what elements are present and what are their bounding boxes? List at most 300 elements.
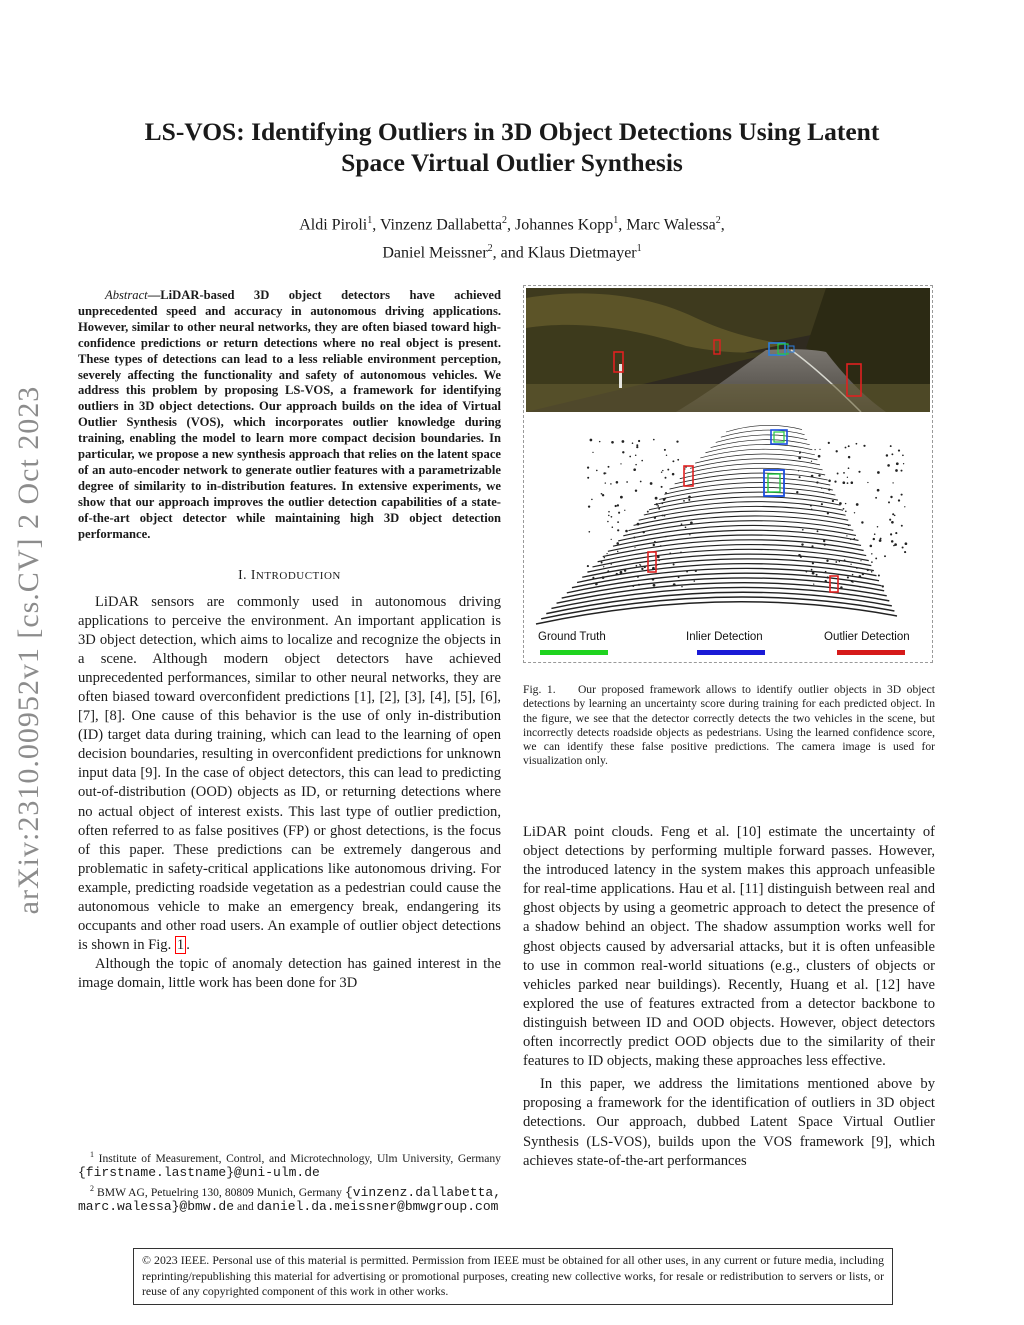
lidar-point [875, 497, 877, 499]
lidar-point [813, 583, 814, 584]
lidar-point [603, 566, 604, 567]
lidar-point [597, 583, 598, 584]
lidar-point [898, 450, 900, 452]
lidar-point [664, 449, 666, 451]
lidar-point [665, 492, 667, 494]
lidar-point [810, 505, 812, 507]
lidar-point [879, 539, 882, 542]
author-name: Aldi Piroli [299, 216, 368, 234]
lidar-point [801, 543, 803, 545]
lidar-point [605, 482, 606, 483]
figure-1 [523, 285, 933, 663]
figure-caption [523, 683, 935, 769]
author-name: Marc Walessa [626, 216, 716, 234]
lidar-point [607, 521, 609, 523]
lidar-point [681, 523, 683, 525]
lidar-point [688, 499, 690, 501]
lidar-point [811, 509, 812, 510]
intro-paragraph-3: In this paper, we address the limitations mentioned above by proposing a framework for the identification of outliers in 3D object detections. Our approach, dubbed Latent Space Virtual Outlier Synthesis (LS-VOS), builds upon the VOS framework [9], which achieves state-of-the-art performances [523, 1076, 935, 1169]
section-number: I. [238, 566, 248, 582]
lidar-point [828, 488, 830, 490]
lidar-point [681, 586, 682, 587]
lidar-point [870, 545, 873, 548]
lidar-point [901, 494, 903, 496]
lidar-point [867, 569, 869, 571]
lidar-point [658, 560, 660, 562]
lidar-point [895, 532, 897, 534]
lidar-point [839, 502, 842, 505]
lidar-point [827, 576, 829, 578]
lidar-point [862, 573, 864, 575]
lidar-point [596, 470, 598, 472]
lidar-point [827, 512, 829, 514]
lidar-point [694, 580, 695, 581]
author-separator: , [618, 216, 627, 234]
author-separator: , [507, 216, 516, 234]
section-title-initial: I [250, 566, 256, 582]
lidar-point [814, 449, 815, 450]
footnote-1-text: Institute of Measurement, Control, and Microtechnology, Ulm University, Germany [98, 1151, 501, 1165]
lidar-point [620, 496, 623, 499]
lidar-point [652, 567, 655, 570]
lidar-point [641, 460, 643, 462]
lidar-point [637, 576, 639, 578]
lidar-point [850, 564, 851, 565]
lidar-point [799, 451, 801, 453]
lidar-scan-ring [700, 449, 815, 458]
lidar-point [845, 503, 846, 504]
lidar-point [891, 540, 894, 543]
lidar-point [620, 571, 623, 574]
lidar-point [616, 542, 619, 545]
lidar-scan-ring [726, 425, 802, 432]
footnote-1 [78, 1148, 501, 1180]
lidar-point [889, 519, 891, 521]
lidar-point [802, 529, 804, 531]
lidar-point [683, 500, 685, 502]
lidar-point [634, 547, 635, 548]
author-affiliation-mark: 1 [367, 215, 373, 226]
author-name: Daniel Meissner [382, 244, 488, 262]
lidar-point [901, 525, 903, 527]
lidar-point [617, 521, 619, 523]
lidar-point [800, 556, 802, 558]
footnote-2-email: {vinzenz.dallabetta, marc.walessa}@bmw.de [78, 1184, 502, 1214]
lidar-point-cloud [526, 418, 930, 638]
lidar-point [641, 568, 643, 570]
lidar-point [818, 474, 820, 476]
lidar-point [828, 479, 831, 482]
lidar-point [887, 464, 890, 467]
lidar-point [611, 539, 612, 540]
lidar-point [665, 536, 666, 537]
lidar-point [890, 496, 892, 498]
lidar-point [832, 500, 834, 502]
lidar-point [608, 511, 610, 513]
lidar-point [844, 559, 846, 561]
lidar-point [644, 566, 646, 568]
lidar-point [806, 571, 808, 573]
lidar-point [835, 561, 837, 563]
intro-paragraph-1 [78, 593, 501, 956]
lidar-point [615, 505, 617, 507]
lidar-point [896, 462, 899, 465]
intro-paragraph-2: Although the topic of anomaly detection has gained interest in the image domain, little work has been done for 3D [78, 956, 501, 992]
author-name: Klaus Dietmayer [527, 244, 637, 262]
legend-label-inlier-detection: Inlier Detection [686, 631, 763, 643]
lidar-point [834, 481, 836, 483]
lidar-point [863, 445, 865, 447]
lidar-point [846, 535, 847, 536]
author-line-2 [120, 237, 904, 265]
lidar-point [632, 585, 634, 587]
lidar-point [680, 551, 682, 553]
lidar-point [624, 569, 626, 571]
lidar-point [601, 562, 603, 564]
lidar-point [607, 570, 609, 572]
legend-swatch-ground-truth [540, 650, 608, 655]
lidar-point [626, 481, 628, 483]
lidar-point [854, 538, 856, 540]
lidar-point [655, 497, 658, 500]
lidar-point [847, 482, 849, 484]
abstract-label: Abstract [105, 288, 148, 302]
lidar-point [893, 545, 894, 546]
lidar-point [847, 477, 848, 478]
lidar-point [839, 561, 840, 562]
abstract-dash: — [147, 288, 161, 302]
lidar-point [880, 538, 882, 540]
lidar-point [616, 573, 618, 575]
lidar-point [695, 570, 697, 572]
abstract [78, 288, 501, 543]
lidar-point [840, 586, 843, 589]
lidar-point [904, 551, 906, 553]
arxiv-identifier: arXiv:2310.00952v1 [cs.CV] 2 Oct 2023 [12, 385, 45, 915]
lidar-point [821, 503, 823, 505]
lidar-point [811, 475, 814, 478]
lidar-point [599, 441, 600, 442]
lidar-point [836, 450, 838, 452]
lidar-point [892, 482, 893, 483]
lidar-point [847, 576, 849, 578]
lidar-point [690, 522, 693, 525]
lidar-point [848, 467, 850, 469]
lidar-point [859, 586, 861, 588]
intro-paragraph-1-end: . [186, 937, 190, 954]
lidar-point [842, 481, 845, 484]
lidar-point [825, 571, 827, 573]
lidar-point [890, 533, 892, 535]
lidar-point [612, 526, 614, 528]
lidar-point [874, 533, 876, 535]
lidar-point [588, 571, 589, 572]
lidar-point [798, 470, 799, 471]
lidar-point [622, 440, 625, 443]
lidar-point [608, 466, 610, 468]
lidar-point [635, 464, 637, 466]
lidar-point [837, 473, 839, 475]
lidar-point [856, 503, 859, 506]
lidar-point [622, 451, 624, 453]
lidar-point [898, 499, 900, 501]
lidar-point [871, 561, 873, 563]
lidar-point [662, 470, 663, 471]
lidar-point [587, 466, 589, 468]
legend-label-outlier-detection: Outlier Detection [824, 631, 910, 643]
lidar-point [821, 488, 822, 489]
lidar-point [608, 515, 610, 517]
legend-swatch-outlier-detection [837, 650, 905, 655]
author-separator: , and [492, 244, 528, 262]
lidar-point [587, 477, 589, 479]
lidar-point [673, 583, 676, 586]
lidar-point [891, 521, 894, 524]
lidar-point [592, 452, 593, 453]
intro-paragraph-2-continued: LiDAR point clouds. Feng et al. [10] estimate the uncertainty of object detections by performing multiple forward passes. However, the introduced latency in the system makes this approach unfeasible for real-time applications. Hau et al. [11] distinguish between real and ghost objects by using a geometric approach to detect the presence of a shadow behind an object. The shadow assumption works well for ghost objects caused by adversarial attacks, but it is often unfeasible to use in common real-world situations (e.g., clusters of objects or vehicles parked near buildings). Recently, Huang et al. [12] have explored the use of features extracted from a detector backbone to distinguish between ID and OOD objects. However, object detectors often incorrectly predict OOD objects due to the similarity of their features to ID objects, making these approaches less effective. [523, 824, 935, 1070]
lidar-point [606, 553, 607, 554]
lidar-point [650, 482, 653, 485]
lidar-point [882, 585, 884, 587]
lidar-point [850, 539, 851, 540]
lidar-point [845, 510, 847, 512]
lidar-point [661, 502, 663, 504]
copyright-notice: © 2023 IEEE. Personal use of this material is permitted. Permission from IEEE must be obtained for all other uses, in any current or future media, including reprinting/republishing this material for advertising or promotional purposes, creating new collective works, for resale or redistribution to servers or lists, or reuse of any copyrighted component of this work in other works. [133, 1248, 893, 1305]
lidar-point [590, 439, 593, 442]
lidar-point [816, 574, 818, 576]
lidar-point [616, 481, 619, 484]
lidar-point [637, 523, 640, 526]
lidar-point [843, 472, 845, 474]
lidar-point [849, 457, 850, 458]
lidar-point [819, 449, 820, 450]
lidar-point [653, 584, 656, 587]
author-separator: , [372, 216, 380, 234]
lidar-point [610, 483, 612, 485]
lidar-point [860, 560, 861, 561]
lidar-point [638, 584, 640, 586]
author-affiliation-mark: 1 [613, 215, 619, 226]
lidar-point [677, 459, 679, 461]
footnote-2-email: daniel.da.meissner@bmwgroup.com [256, 1198, 499, 1214]
lidar-point [905, 542, 908, 545]
footnote-2 [78, 1182, 501, 1214]
intro-paragraph-1-text: LiDAR sensors are commonly used in autonomous driving applications to perceive the environment. An important application is 3D object detection, which aims to localize and recognize the objects in a scene. Although modern object detectors have achieved unprecedented performances, similar to other neural networks, they are often biased toward overconfident predictions [1], [2], [3], [4], [5], [6], [7], [8]. One cause of this behavior is the use of only in-distribution (ID) target data during training, which can lead to the learning of open decision boundaries, resulting in overconfident predictions for unknown input data [9]. In the case of object detectors, this can lead to predicting out-of-distribution (OOD) objects as ID, or returning detections where no actual object of interest exists. This last type of outlier prediction, often referred to as false positives (FP) or ghost detections, is the focus of this paper. These predictions can be extremely dangerous and problematic in safety-critical applications like autonomous driving. For example, predicting roadside vegetation as a pedestrian could cause the autonomous vehicle to make an emergency break, endangering its occupants and other road users. An example of outlier object detections is shown in Fig. [78, 593, 501, 954]
lidar-point [654, 517, 656, 519]
lidar-point [796, 491, 798, 493]
lidar-point [657, 505, 659, 507]
lidar-point [811, 461, 812, 462]
lidar-point [875, 557, 877, 559]
lidar-scan-ring [659, 487, 835, 499]
lidar-point [902, 546, 904, 548]
lidar-point [818, 455, 821, 458]
lidar-point [854, 512, 855, 513]
lidar-point [902, 454, 904, 456]
lidar-point [892, 513, 894, 515]
author-line-1 [120, 209, 904, 237]
lidar-point [640, 564, 642, 566]
lidar-point [654, 541, 656, 543]
lidar-point [642, 531, 644, 533]
lidar-point [798, 457, 801, 460]
lidar-point [688, 496, 691, 499]
lidar-point [811, 569, 813, 571]
lidar-point [611, 563, 612, 564]
lidar-point [640, 481, 642, 483]
lidar-point [826, 560, 828, 562]
lidar-point [852, 582, 853, 583]
lidar-point [859, 575, 862, 578]
section-heading-introduction [78, 567, 501, 583]
lidar-point [894, 515, 896, 517]
lidar-point [894, 543, 897, 546]
lidar-point [629, 456, 631, 458]
author-affiliation-mark: 2 [502, 215, 508, 226]
lidar-point [825, 580, 827, 582]
lidar-point [636, 565, 638, 567]
lidar-point [871, 553, 872, 554]
lidar-point [858, 471, 860, 473]
author-affiliation-mark: 2 [715, 215, 721, 226]
lidar-point [658, 508, 660, 510]
lidar-point [877, 526, 879, 528]
author-affiliation-mark: 1 [636, 243, 642, 255]
lidar-point [891, 453, 893, 455]
lidar-point [635, 455, 637, 457]
lidar-point [652, 578, 655, 581]
lidar-point [828, 442, 830, 444]
left-column [78, 288, 501, 993]
lidar-point [588, 531, 590, 533]
lidar-point [661, 515, 663, 517]
legend-swatch-inlier-detection [697, 650, 765, 655]
lidar-point [873, 538, 875, 540]
lidar-point [653, 544, 655, 546]
lidar-point [852, 574, 853, 575]
lidar-point [666, 455, 667, 456]
figure-reference-link[interactable]: 1 [176, 937, 185, 954]
lidar-point [653, 439, 655, 441]
paper-title [90, 116, 934, 178]
lidar-point [904, 506, 905, 507]
section-title-rest: NTRODUCTION [255, 569, 341, 582]
lidar-point [856, 443, 858, 445]
footnote-mark: 2 [90, 1183, 94, 1193]
footnote-2-text: BMW AG, Petuelring 130, 80809 Munich, Germany [97, 1185, 342, 1199]
lidar-point [823, 492, 824, 493]
lidar-point [878, 575, 880, 577]
lidar-point [903, 463, 904, 464]
lidar-point [660, 545, 662, 547]
footnote-1-email: {firstname.lastname}@uni-ulm.de [78, 1164, 320, 1180]
lidar-point [824, 543, 826, 545]
lidar-point [867, 482, 868, 483]
lidar-point [636, 446, 638, 448]
lidar-point [635, 489, 637, 491]
lidar-point [689, 534, 690, 535]
lidar-point [591, 499, 593, 501]
author-affiliation-mark: 2 [487, 243, 493, 255]
lidar-point [843, 508, 845, 510]
lidar-point [624, 510, 625, 511]
lidar-point [901, 470, 903, 472]
footnotes [78, 1148, 501, 1216]
author-list [120, 209, 904, 266]
lidar-point [812, 572, 815, 575]
lidar-point [633, 468, 636, 471]
footnote-mark: 1 [90, 1150, 94, 1159]
lidar-point [672, 460, 674, 462]
abstract-text: LiDAR-based 3D object detectors have achieved unprecedented speed and accuracy in autonomous driving applications. However, similar to other neural networks, they are often biased toward high-confidence predictions or return detections where no real object is present. These types of detections can lead to a less reliable environment perception, severely affecting the functionality and safety of autonomous vehicles. We address this problem by proposing LS-VOS, a framework for identifying outliers in 3D object detections. Our approach builds on the idea of Virtual Outlier Synthesis (VOS), which incorporates outlier knowledge during training, enabling the model to learn more compact decision boundaries. In particular, we propose a new synthesis approach that relies on the latent space of an auto-encoder network to generate outlier features with a parametrizable degree of similarity to in-distribution features. In extensive experiments, we show that our approach improves the outlier detection capabilities of a state-of-the-art object detector while maintaining high 3D object detection performance. [78, 288, 501, 541]
lidar-point [657, 556, 660, 559]
lidar-point [667, 469, 669, 471]
lidar-point [848, 445, 850, 447]
lidar-point [851, 481, 854, 484]
lidar-point [663, 515, 665, 517]
legend-label-ground-truth: Ground Truth [538, 631, 606, 643]
lidar-point [812, 562, 814, 564]
lidar-point [588, 505, 590, 507]
lidar-point [861, 521, 863, 523]
lidar-point [638, 440, 640, 442]
figure-caption-text: Our proposed framework allows to identify outlier objects in 3D object detections by learning an uncertainty score during training for each predicted object. In the figure, we see that the detector correctly detects the two vehicles in the scene, but incorrectly detects roadside objects as pedestrians. Using the learned confidence score, we can identify these false positive predictions. The camera image is used for visualization only. [523, 683, 936, 768]
lidar-point [669, 553, 671, 555]
title-line-1: LS-VOS: Identifying Outliers in 3D Object Detections Using Latent [144, 117, 880, 146]
lidar-point [602, 494, 604, 496]
lidar-point [617, 529, 619, 531]
lidar-point [877, 489, 880, 492]
lidar-point [602, 576, 605, 579]
lidar-point [605, 472, 606, 473]
lidar-point [661, 486, 663, 488]
author-name: Vinzenz Dallabetta [379, 216, 503, 234]
lidar-point [871, 571, 873, 573]
lidar-point [886, 454, 888, 456]
lidar-point [890, 445, 892, 447]
footnote-2-and: and [236, 1199, 254, 1213]
lidar-point [856, 567, 857, 568]
lidar-point [816, 481, 818, 483]
lidar-point [611, 516, 613, 518]
lidar-point [672, 473, 675, 476]
lidar-point [633, 537, 635, 539]
lidar-point [661, 471, 662, 472]
lidar-point [617, 551, 619, 553]
lidar-point [656, 503, 658, 505]
figure-caption-label: Fig. 1. [523, 683, 556, 696]
lidar-point [617, 504, 619, 506]
lidar-point [678, 576, 680, 578]
lidar-point [587, 565, 589, 567]
lidar-point [611, 441, 614, 444]
lidar-point [620, 463, 621, 464]
lidar-point [877, 471, 880, 474]
lidar-point [625, 530, 628, 533]
camera-scene-illustration [526, 288, 930, 412]
author-separator: , [720, 216, 725, 234]
lidar-scan-ring [721, 430, 805, 437]
lidar-point [685, 526, 687, 528]
author-name: Johannes Kopp [515, 216, 614, 234]
lidar-point [799, 476, 801, 478]
lidar-point [845, 447, 847, 449]
title-line-2: Space Virtual Outlier Synthesis [341, 148, 683, 177]
lidar-point [601, 493, 603, 495]
lidar-point [884, 555, 886, 557]
lidar-scan-ring [654, 492, 838, 505]
lidar-point [895, 469, 898, 472]
